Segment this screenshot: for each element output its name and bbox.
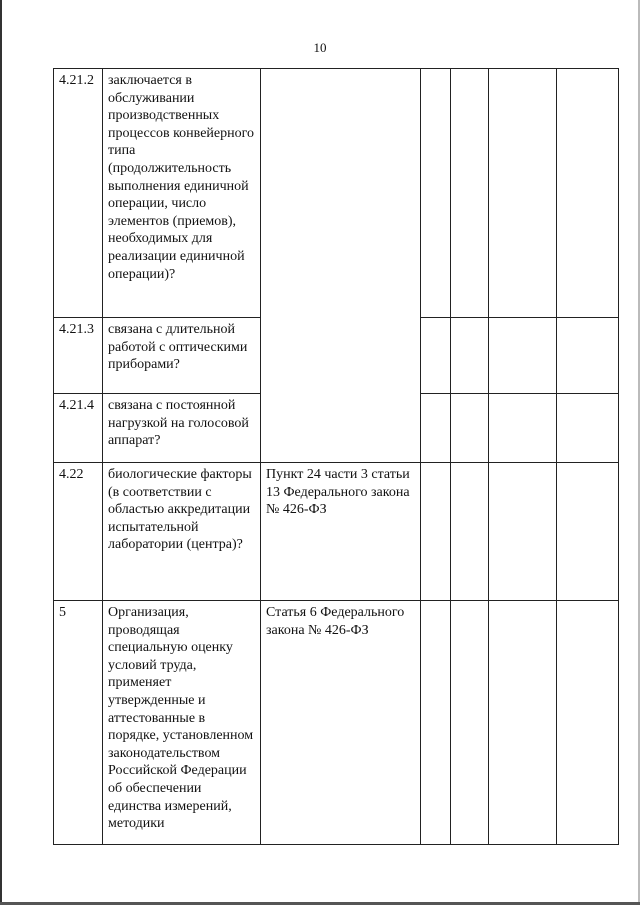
answer-no-cell[interactable] <box>451 318 489 394</box>
answer-yes-cell[interactable] <box>421 318 451 394</box>
table-row <box>54 463 619 601</box>
answer-yes-cell[interactable] <box>421 601 451 845</box>
item-number: 4.21.3 <box>54 318 103 394</box>
notes-cell[interactable] <box>557 69 619 318</box>
answer-no-cell[interactable] <box>451 69 489 318</box>
item-number: 4.22 <box>54 463 103 601</box>
item-question: связана с постоянной нагрузкой на голосовой аппарат? <box>103 394 261 463</box>
answer-na-cell[interactable] <box>489 463 557 601</box>
answer-na-cell[interactable] <box>489 69 557 318</box>
answer-na-cell[interactable] <box>489 601 557 845</box>
item-question: связана с длительной работой с оптическими приборами? <box>103 318 261 394</box>
item-question: биологические факторы (в соответствии с областью аккредитации испытательной лаборатории (центра)? <box>103 463 261 601</box>
answer-yes-cell[interactable] <box>421 394 451 463</box>
notes-cell[interactable] <box>557 318 619 394</box>
answer-no-cell[interactable] <box>451 463 489 601</box>
table-row <box>54 69 619 318</box>
answer-na-cell[interactable] <box>489 394 557 463</box>
item-number: 4.21.4 <box>54 394 103 463</box>
answer-no-cell[interactable] <box>451 601 489 845</box>
answer-yes-cell[interactable] <box>421 69 451 318</box>
notes-cell[interactable] <box>557 463 619 601</box>
answer-na-cell[interactable] <box>489 318 557 394</box>
notes-cell[interactable] <box>557 394 619 463</box>
notes-cell[interactable] <box>557 601 619 845</box>
answer-yes-cell[interactable] <box>421 463 451 601</box>
answer-no-cell[interactable] <box>451 394 489 463</box>
item-number: 4.21.2 <box>54 69 103 318</box>
checklist-table <box>53 68 619 845</box>
page-number: 10 <box>313 40 327 55</box>
item-reference: Пункт 24 части 3 статьи 13 Федерального закона № 426-ФЗ <box>261 463 421 601</box>
item-number: 5 <box>54 601 103 845</box>
item-reference <box>261 69 421 463</box>
item-reference: Статья 6 Федерального закона № 426-ФЗ <box>261 601 421 845</box>
item-question: заключается в обслуживании производственных процессов конвейерного типа (продолжительность выполнения единичной операции, число элементов (приемов), необходимых для реализации единичной операции)? <box>103 69 261 318</box>
item-question: Организация, проводящая специальную оценку условий труда, применяет утвержденные и аттестованные в порядке, установленном законодательством Российской Федерации об обеспечении единства измерений, методики <box>103 601 261 845</box>
table-row <box>54 601 619 845</box>
scan-left-edge <box>0 0 2 905</box>
